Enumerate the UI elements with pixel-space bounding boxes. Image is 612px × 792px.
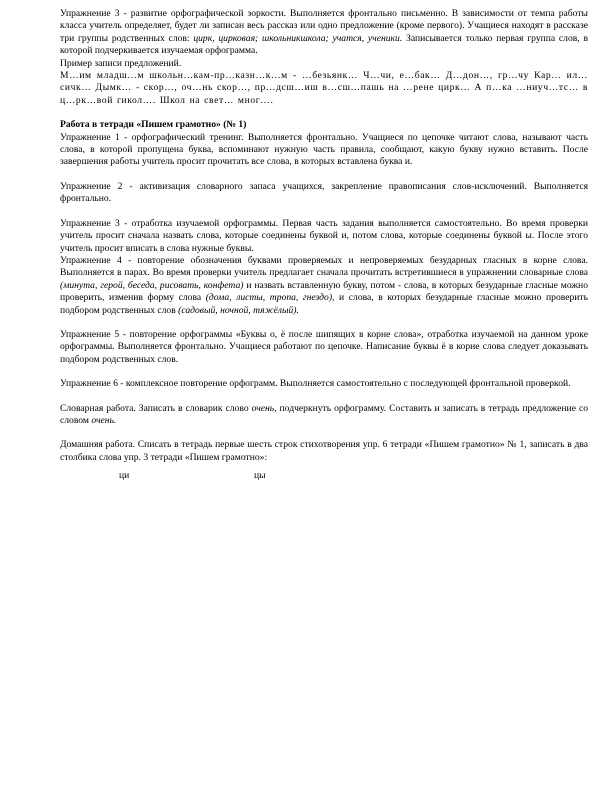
exercise-3-intro-text-b: Записывается только первая группа слов, в которой подчеркивается изучаемая орфограмма. <box>60 32 588 57</box>
vocabulary-text-a: Словарная работа. Записать в словарик слово <box>60 402 252 414</box>
exercise-4-text-b: и назвать вставленную букву, потом - слова, в которых безударные гласные можно проверить, изменив форму слова <box>60 279 588 304</box>
homework: Домашняя работа. Списать в тетрадь первые шесть строк стихотворения упр. 6 тетради «Пишем грамотно» № 1, записать в два столбика слова упр. 3 тетради «Пишем грамотно»: <box>60 439 588 463</box>
example-sentences: М…им младш…м школьн…кам-пр…казн…к…м - …безьянк… Ч…чи, е…бак… Д…дон…, гр…чу Кар… ил…сичк… Дымк… - скор…, оч…нь скор…, пр…дсш…иш в…сш…пашь на …рене цирк… А п…ка …ниуч…тс… в ц…рк…вой гикол…. Школ на свет… мног…. <box>60 70 588 106</box>
exercise-4-words-3: (садовый, ночной, тяжёлый). <box>178 304 299 316</box>
exercise-4-text-a: Упражнение 4 - повторение обозначения буквами проверяемых и непроверяемых безударных гласных в корне слова. Выполняется в парах. Во время проверки учитель предлагает сначала прочитать встретившиеся в упражнении словарные слова <box>60 254 588 279</box>
exercise-6: Упражнение 6 - комплексное повторение орфограмм. Выполняется самостоятельно с последующей фронтальной проверкой. <box>60 378 571 390</box>
vocabulary-work <box>60 403 588 428</box>
column-header-ci: ци <box>119 470 130 482</box>
vocabulary-word-1: очень, <box>251 402 277 414</box>
exercise-4 <box>60 255 588 317</box>
section-heading: Работа в тетради «Пишем грамотно» (№ 1) <box>60 119 247 131</box>
exercise-4-words-1: (минута, герой, беседа, рисовать, конфета) <box>60 279 244 291</box>
exercise-3: Упражнение 3 - отработка изучаемой орфограммы. Первая часть задания выполняется самостоятельно. Во время проверки учитель просит сначала назвать слова, которые соединены буквой и, потом слова, которые соединены буквой ы. После этого учитель просит вписать в слова нужные буквы. <box>60 217 588 254</box>
exercise-4-text-c: и слова, в которых безударные гласные можно проверить подбором родственных слов <box>60 292 589 316</box>
vocabulary-word-2: очень. <box>91 414 117 426</box>
exercise-2: Упражнение 2 - активизация словарного запаса учащихся, закрепление правописания слов-исключений. Выполняется фронтально. <box>60 180 588 205</box>
exercise-4-words-2: (дома, листы, тропа, гнездо), <box>205 292 335 304</box>
exercise-3-intro-text-a: Упражнение 3 - развитие орфографической зоркости. Выполняется фронтально письменно. В зависимости от темпа работы класса учитель определяет, будет ли записан весь рассказ или одно предложение (кроме первого). Учащиеся находят в рассказе три группы родственных слов: <box>60 8 588 44</box>
word-columns <box>60 470 588 484</box>
vocabulary-text-b: подчеркнуть орфограмму. Составить и записать в тетрадь предложение со словом <box>60 402 588 426</box>
example-label: Пример записи предложений. <box>60 57 182 69</box>
exercise-5: Упражнение 5 - повторение орфограммы «Буквы о, ё после шипящих в корне слова», отработка изучаемой на данном уроке орфограммы. Выполняется фронтально. Учащиеся работают по цепочке. Написание буквы ё в корне слова следует доказывать подбором родственных слов. <box>60 328 588 365</box>
document-page <box>60 8 588 484</box>
related-words-groups: цирк, цирковая; школьникшкола; учатся, ученики. <box>193 32 403 44</box>
exercise-1: Упражнение 1 - орфографический тренинг. Выполняется фронтально. Учащиеся по цепочке читают слова, называют часть слова, в которой пропущена буква, вспоминают нужную часть правила, сообщают, какую букву нужно вставить. После завершения работы учитель просит прочитать все слова, в которых вставлена буква и. <box>60 131 588 168</box>
exercise-3-intro <box>60 8 588 58</box>
column-header-cy: цы <box>254 470 266 482</box>
